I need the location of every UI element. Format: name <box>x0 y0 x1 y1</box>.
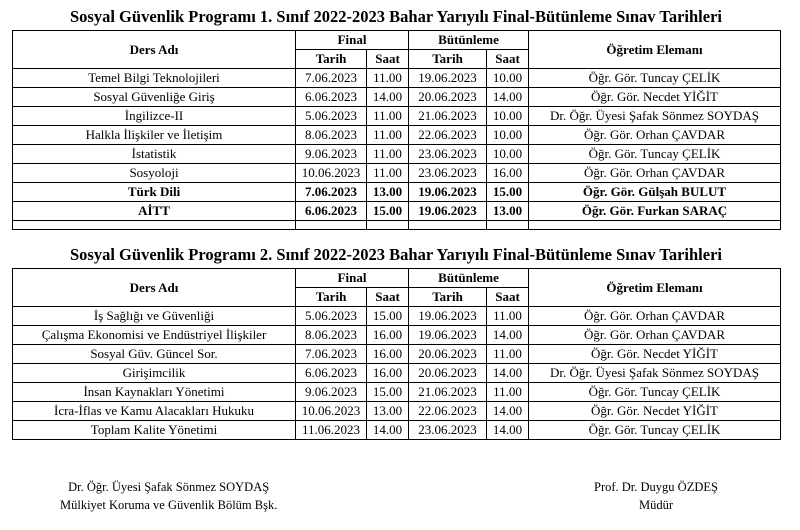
table-row <box>13 183 781 202</box>
spacer-cell <box>409 221 487 230</box>
final-date-cell: 10.06.2023 <box>296 164 367 183</box>
instructor-cell: Öğr. Gör. Tuncay ÇELİK <box>529 145 781 164</box>
final-date-cell: 9.06.2023 <box>296 383 367 402</box>
resit-time-header: Saat <box>487 50 529 69</box>
resit-time-header: Saat <box>487 288 529 307</box>
resit-date-cell: 21.06.2023 <box>409 383 487 402</box>
resit-time-cell: 10.00 <box>487 145 529 164</box>
table-row <box>13 326 781 345</box>
resit-time-cell: 11.00 <box>487 345 529 364</box>
resit-time-cell: 14.00 <box>487 402 529 421</box>
course-cell: İngilizce-II <box>13 107 296 126</box>
course-cell: Çalışma Ekonomisi ve Endüstriyel İlişkiler <box>13 326 296 345</box>
resit-date-cell: 23.06.2023 <box>409 164 487 183</box>
instructor-header: Öğretim Elemanı <box>529 269 781 307</box>
final-time-cell: 11.00 <box>367 107 409 126</box>
final-date-header: Tarih <box>296 50 367 69</box>
final-date-cell: 5.06.2023 <box>296 107 367 126</box>
resit-date-cell: 23.06.2023 <box>409 145 487 164</box>
course-cell: İş Sağlığı ve Güvenliği <box>13 307 296 326</box>
resit-time-cell: 14.00 <box>487 326 529 345</box>
final-time-cell: 15.00 <box>367 383 409 402</box>
instructor-cell: Öğr. Gör. Tuncay ÇELİK <box>529 69 781 88</box>
resit-time-cell: 16.00 <box>487 164 529 183</box>
instructor-cell: Öğr. Gör. Orhan ÇAVDAR <box>529 164 781 183</box>
course-header: Ders Adı <box>13 269 296 307</box>
resit-date-cell: 20.06.2023 <box>409 364 487 383</box>
instructor-cell: Öğr. Gör. Tuncay ÇELİK <box>529 421 781 440</box>
spacer-row <box>13 221 781 230</box>
resit-time-cell: 10.00 <box>487 107 529 126</box>
section1-title: Sosyal Güvenlik Programı 1. Sınıf 2022-2023 Bahar Yarıyılı Final-Bütünleme Sınav Tarihleri <box>70 7 722 26</box>
table-row <box>13 202 781 221</box>
table-row <box>13 345 781 364</box>
resit-date-cell: 20.06.2023 <box>409 88 487 107</box>
instructor-cell: Öğr. Gör. Necdet YİĞİT <box>529 88 781 107</box>
final-time-cell: 11.00 <box>367 145 409 164</box>
final-time-cell: 11.00 <box>367 69 409 88</box>
final-time-cell: 15.00 <box>367 202 409 221</box>
final-date-cell: 8.06.2023 <box>296 326 367 345</box>
course-cell: AİTT <box>13 202 296 221</box>
table-row <box>13 126 781 145</box>
instructor-cell: Öğr. Gör. Necdet YİĞİT <box>529 345 781 364</box>
table-row <box>13 107 781 126</box>
resit-date-header: Tarih <box>409 50 487 69</box>
final-date-cell: 6.06.2023 <box>296 364 367 383</box>
spacer-cell <box>296 221 367 230</box>
final-time-header: Saat <box>367 288 409 307</box>
resit-time-cell: 13.00 <box>487 202 529 221</box>
final-date-cell: 6.06.2023 <box>296 202 367 221</box>
instructor-cell: Öğr. Gör. Tuncay ÇELİK <box>529 383 781 402</box>
course-cell: İcra-İflas ve Kamu Alacakları Hukuku <box>13 402 296 421</box>
section1-body <box>13 69 781 230</box>
final-time-cell: 11.00 <box>367 164 409 183</box>
resit-date-cell: 19.06.2023 <box>409 326 487 345</box>
table-row <box>13 88 781 107</box>
table-row <box>13 164 781 183</box>
resit-header: Bütünleme <box>409 269 529 288</box>
table-row <box>13 364 781 383</box>
resit-time-cell: 15.00 <box>487 183 529 202</box>
final-date-cell: 9.06.2023 <box>296 145 367 164</box>
table-row <box>13 421 781 440</box>
resit-date-cell: 22.06.2023 <box>409 402 487 421</box>
left-signature-title: Mülkiyet Koruma ve Güvenlik Bölüm Bşk. <box>60 498 278 512</box>
resit-time-cell: 10.00 <box>487 126 529 145</box>
final-header: Final <box>296 269 409 288</box>
course-header: Ders Adı <box>13 31 296 69</box>
final-time-cell: 14.00 <box>367 88 409 107</box>
table-row <box>13 402 781 421</box>
final-time-cell: 14.00 <box>367 421 409 440</box>
instructor-cell: Öğr. Gör. Orhan ÇAVDAR <box>529 126 781 145</box>
resit-date-cell: 21.06.2023 <box>409 107 487 126</box>
right-signature-name: Prof. Dr. Duygu ÖZDEŞ <box>594 480 718 494</box>
final-date-cell: 5.06.2023 <box>296 307 367 326</box>
resit-date-cell: 22.06.2023 <box>409 126 487 145</box>
right-signature-title: Müdür <box>638 498 673 512</box>
resit-time-cell: 14.00 <box>487 88 529 107</box>
final-date-cell: 7.06.2023 <box>296 345 367 364</box>
final-time-cell: 15.00 <box>367 307 409 326</box>
table-row <box>13 383 781 402</box>
resit-date-cell: 19.06.2023 <box>409 183 487 202</box>
resit-time-cell: 10.00 <box>487 69 529 88</box>
course-cell: İnsan Kaynakları Yönetimi <box>13 383 296 402</box>
course-cell: İstatistik <box>13 145 296 164</box>
table-row <box>13 307 781 326</box>
right-signature <box>594 478 718 514</box>
instructor-cell: Öğr. Gör. Orhan ÇAVDAR <box>529 326 781 345</box>
final-time-cell: 11.00 <box>367 126 409 145</box>
course-cell: Türk Dili <box>13 183 296 202</box>
final-date-cell: 7.06.2023 <box>296 183 367 202</box>
final-date-cell: 6.06.2023 <box>296 88 367 107</box>
section2-table <box>12 268 781 440</box>
left-signature <box>60 478 277 514</box>
final-time-cell: 16.00 <box>367 345 409 364</box>
resit-time-cell: 11.00 <box>487 307 529 326</box>
final-header: Final <box>296 31 409 50</box>
course-cell: Sosyal Güvenliğe Giriş <box>13 88 296 107</box>
final-date-cell: 10.06.2023 <box>296 402 367 421</box>
instructor-cell: Öğr. Gör. Gülşah BULUT <box>529 183 781 202</box>
course-cell: Toplam Kalite Yönetimi <box>13 421 296 440</box>
spacer-cell <box>13 221 296 230</box>
instructor-cell: Dr. Öğr. Üyesi Şafak Sönmez SOYDAŞ <box>529 364 781 383</box>
resit-date-cell: 23.06.2023 <box>409 421 487 440</box>
final-time-cell: 13.00 <box>367 402 409 421</box>
final-time-cell: 13.00 <box>367 183 409 202</box>
resit-date-cell: 20.06.2023 <box>409 345 487 364</box>
course-cell: Sosyoloji <box>13 164 296 183</box>
section2-title: Sosyal Güvenlik Programı 2. Sınıf 2022-2023 Bahar Yarıyılı Final-Bütünleme Sınav Tarihleri <box>70 245 722 264</box>
course-cell: Halkla İlişkiler ve İletişim <box>13 126 296 145</box>
spacer-cell <box>487 221 529 230</box>
resit-time-cell: 14.00 <box>487 364 529 383</box>
final-date-cell: 11.06.2023 <box>296 421 367 440</box>
final-time-cell: 16.00 <box>367 364 409 383</box>
instructor-cell: Öğr. Gör. Orhan ÇAVDAR <box>529 307 781 326</box>
final-date-cell: 8.06.2023 <box>296 126 367 145</box>
table-row <box>13 69 781 88</box>
final-time-cell: 16.00 <box>367 326 409 345</box>
course-cell: Temel Bilgi Teknolojileri <box>13 69 296 88</box>
resit-time-cell: 11.00 <box>487 383 529 402</box>
table-row <box>13 145 781 164</box>
resit-date-cell: 19.06.2023 <box>409 202 487 221</box>
resit-date-cell: 19.06.2023 <box>409 307 487 326</box>
final-time-header: Saat <box>367 50 409 69</box>
final-date-cell: 7.06.2023 <box>296 69 367 88</box>
section1-table <box>12 30 781 230</box>
course-cell: Girişimcilik <box>13 364 296 383</box>
instructor-header: Öğretim Elemanı <box>529 31 781 69</box>
spacer-cell <box>367 221 409 230</box>
course-cell: Sosyal Güv. Güncel Sor. <box>13 345 296 364</box>
resit-header: Bütünleme <box>409 31 529 50</box>
instructor-cell: Dr. Öğr. Üyesi Şafak Sönmez SOYDAŞ <box>529 107 781 126</box>
section2-body <box>13 307 781 440</box>
instructor-cell: Öğr. Gör. Necdet YİĞİT <box>529 402 781 421</box>
final-date-header: Tarih <box>296 288 367 307</box>
resit-date-cell: 19.06.2023 <box>409 69 487 88</box>
instructor-cell: Öğr. Gör. Furkan SARAÇ <box>529 202 781 221</box>
left-signature-name: Dr. Öğr. Üyesi Şafak Sönmez SOYDAŞ <box>68 480 270 494</box>
spacer-cell <box>529 221 781 230</box>
resit-date-header: Tarih <box>409 288 487 307</box>
resit-time-cell: 14.00 <box>487 421 529 440</box>
